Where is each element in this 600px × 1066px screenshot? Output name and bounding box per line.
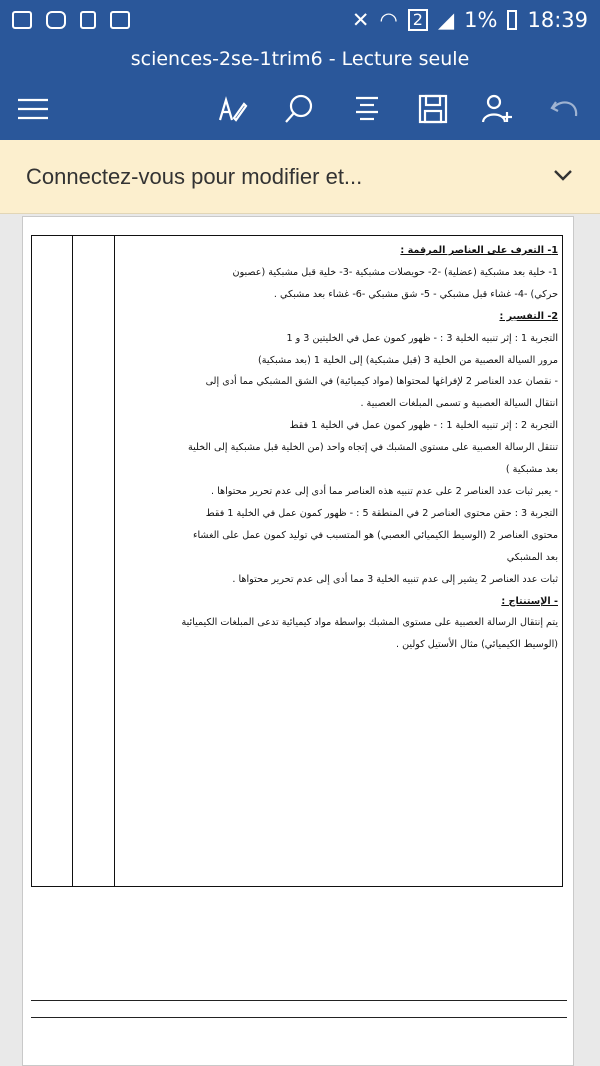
text-line: - يعبر ثبات عدد العناصر 2 على عدم تنبيه هذه العناصر مما أدى إلى عدم تحرير محتواها . [211,485,558,497]
text-line: التجربة 3 : حقن محتوى العناصر 2 في المنطقة 5 : - ظهور كمون عمل في الخلية 1 فقط [205,507,558,519]
text-line: التجربة 1 : إثر تنبيه الخلية 3 : - ظهور كمون عمل في الخليتين 3 و 1 [286,332,558,344]
table-column-divider [72,236,73,886]
chevron-down-icon[interactable] [552,167,574,186]
section-heading: 1- التعرف على العناصر المرقمة : [400,245,558,256]
text-line: - نقصان عدد العناصر 2 لإفراغها لمحتواها (مواد كيميائية) في الشق المشبكي مما أدى إلى [205,376,558,388]
device-icon [80,11,96,29]
document-title-bar [0,40,600,78]
document-title: sciences-2se-1trim6 - Lecture seule [130,48,470,70]
text-line: بعد المشبكي [506,551,558,563]
undo-icon[interactable] [546,90,584,128]
document-area[interactable] [0,214,600,1066]
section-heading: - الإستنتاج : [501,595,558,607]
share-icon[interactable] [478,90,516,128]
page-divider [31,1017,567,1018]
section-heading: 2- التفسير : [499,310,558,322]
document-page [22,216,574,1066]
text-line: (الوسيط الكيميائي) مثال الأستيل كولين . [396,639,558,651]
sign-in-banner[interactable] [0,140,600,214]
signal-icon: ◢ [437,8,455,32]
battery-icon [507,10,517,30]
text-line: تنتقل الرسالة العصبية على مستوى المشبك في إتجاه واحد (من الخلية قبل مشبكية إلى الخلية [187,442,558,454]
read-mode-icon[interactable] [348,90,386,128]
sim-indicator: 2 [408,9,428,31]
wifi-icon: ◠ [379,8,398,32]
text-line: يتم إنتقال الرسالة العصبية على مستوى المشبك بواسطة مواد كيميائية تدعى المبلغات الكيميائية [181,617,558,629]
clock: 18:39 [527,8,588,32]
edit-icon[interactable] [212,90,250,128]
menu-icon[interactable] [14,90,52,128]
mute-icon: ✕ [351,8,370,32]
search-icon[interactable] [280,90,318,128]
document-text [142,240,558,656]
text-line: 1- خلية بعد مشبكية (عضلية) -2- حويصلات مشبكية -3- خلية قبل مشبكية (عصبون [232,266,558,278]
save-icon[interactable] [414,90,452,128]
text-line: التجربة 2 : إثر تنبيه الخلية 1 : - ظهور كمون عمل في الخلية 1 فقط [289,420,558,432]
toolbar [0,78,600,140]
text-line: مرور السيالة العصبية من الخلية 3 (قبل مشبكية) إلى الخلية 1 (بعد مشبكية) [258,354,558,366]
gallery-icon [12,11,32,29]
youtube-icon [46,11,66,29]
text-line: محتوى العناصر 2 (الوسيط الكيميائي العصبي) هو المتسبب في توليد كمون عمل على الغشاء [193,529,558,541]
battery-percent: 1% [464,8,498,32]
page-divider [31,1000,567,1001]
text-line: حركي) -4- غشاء قبل مشبكي - 5- شق مشبكي -6- غشاء بعد مشبكي . [273,288,558,300]
text-line: انتقال السيالة العصبية و تسمى المبلغات العصبية . [360,398,558,410]
banner-message: Connectez-vous pour modifier et... [26,163,363,189]
answer-table [31,235,563,887]
text-line: بعد مشبكية ) [505,464,558,476]
text-line: ثبات عدد العناصر 2 يشير إلى عدم تنبيه الخلية 3 مما أدى إلى عدم تحرير محتواها . [232,573,558,585]
table-column-divider [114,236,115,886]
status-bar [0,0,600,40]
shopping-bag-icon [110,11,130,29]
